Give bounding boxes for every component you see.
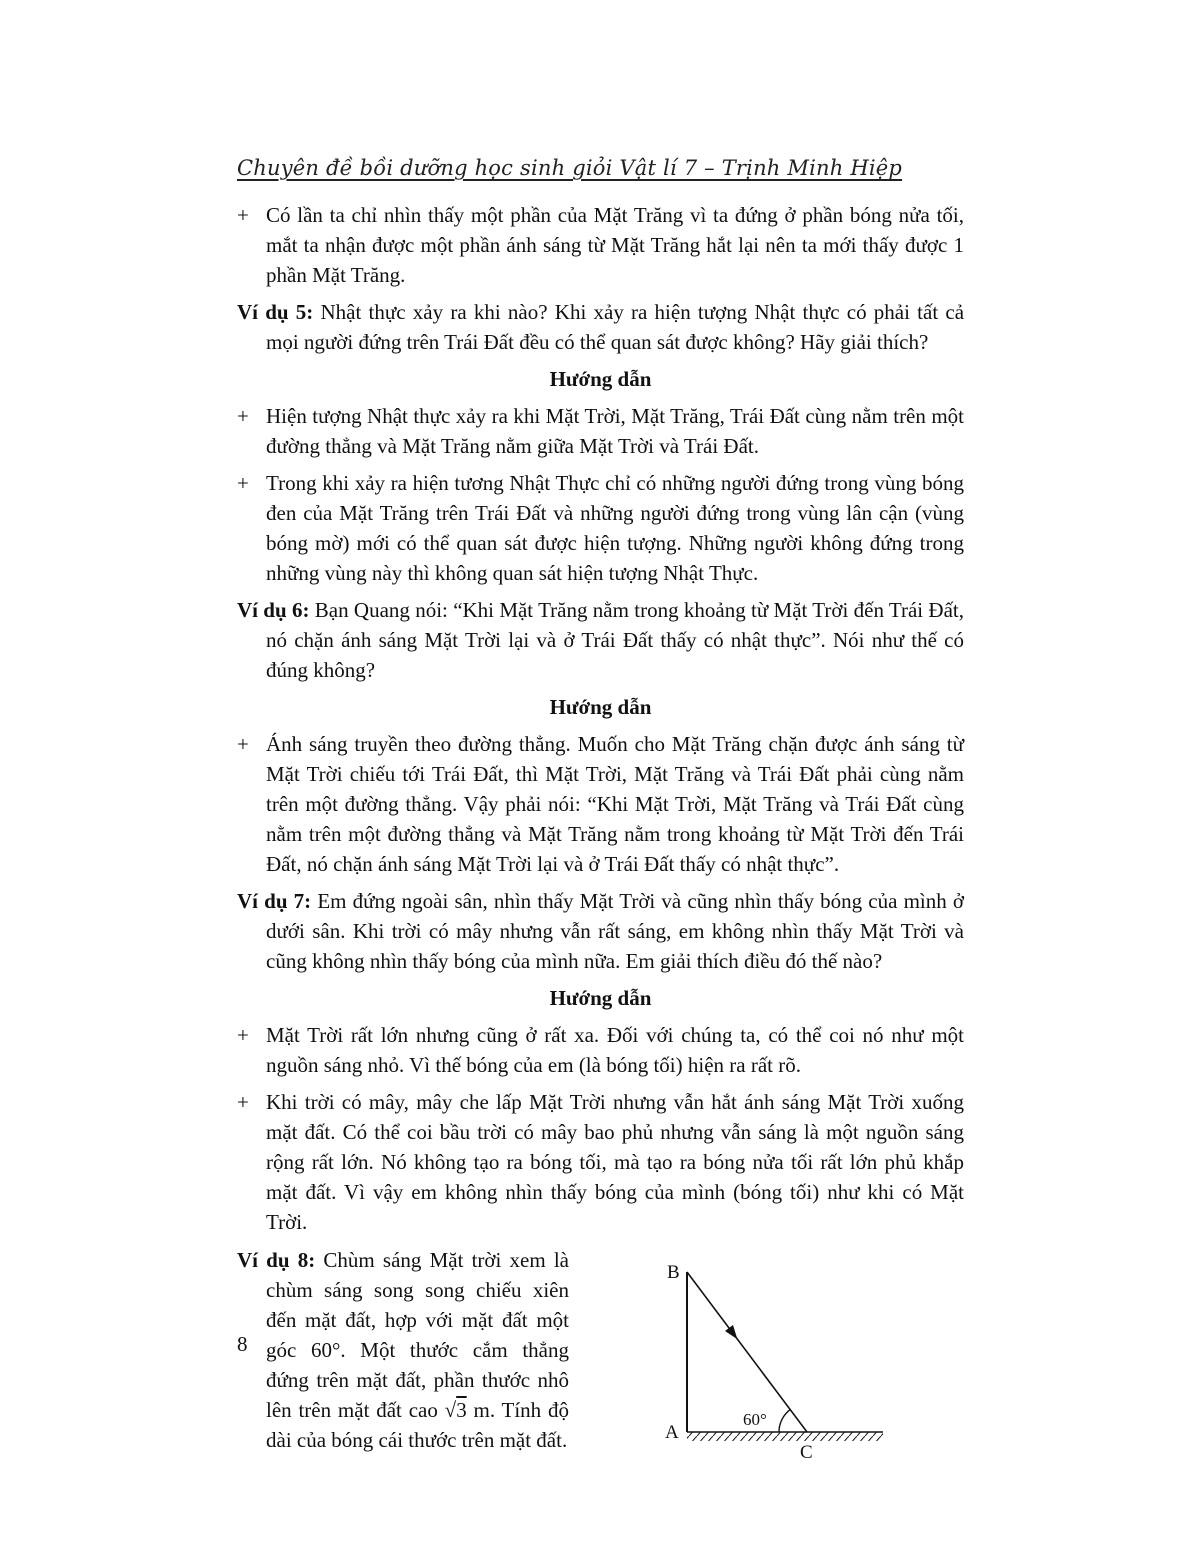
bullet-marker: + [237,1023,249,1047]
paragraph-text: Hiện tượng Nhật thực xảy ra khi Mặt Trời, Mặt Trăng, Trái Đất cùng nằm trên một đường thẳng và Mặt Trăng nằm giữa Mặt Trời và Trái Đất. [266,404,964,458]
angle-arc [779,1410,790,1432]
example-5-text: Nhật thực xảy ra khi nào? Khi xảy ra hiện tượng Nhật thực có phải tất cả mọi người đứng trên Trái Đất đều có thể quan sát được không? Hãy giải thích? [266,300,965,354]
header-title: Chuyên đề bồi dưỡng học sinh giỏi Vật lí 7 – Trịnh Minh Hiệp [237,156,903,180]
sqrt-sign: √ [444,1398,457,1422]
ground-hatching [687,1432,883,1441]
example-6-label: Ví dụ 6: [237,598,310,622]
guide-heading-3: Hướng dẫn [549,986,652,1010]
paragraph-example-8 [237,1245,569,1455]
angle-label: 60° [742,1410,767,1429]
guide-heading-1: Hướng dẫn [549,367,652,391]
paragraph-intro-bullet [237,200,964,290]
bullet-marker: + [237,732,249,756]
bullet-marker: + [237,471,249,495]
example-8-figure [569,1245,964,1469]
paragraph-example-5 [237,297,964,357]
example-7-text: Em đứng ngoài sân, nhìn thấy Mặt Trời và cũng nhìn thấy bóng của mình ở dưới sân. Khi trời có mây nhưng vẫn rất sáng, em không nhìn thấy Mặt Trời và cũng không nhìn thấy bóng của mình nữa. Em giải thích điều đó thế nào? [266,889,965,973]
example-5-label: Ví dụ 5: [237,300,314,324]
sqrt-radicand: 3 [456,1398,467,1422]
paragraph-e5-answer-1 [237,401,964,461]
paragraph-e6-answer-1 [237,729,964,879]
paragraph-text: Trong khi xảy ra hiện tương Nhật Thực chỉ có những người đứng trong vùng bóng đen của Mặt Trăng trên Trái Đất và những người đứng trong vùng lân cận (vùng bóng mờ) mới có thể quan sát được hiện tượng. Những người không đứng trong những vùng này thì không quan sát hiện tượng Nhật Thực. [266,471,964,585]
paragraph-e7-answer-1 [237,1020,964,1080]
example-6-text: Bạn Quang nói: “Khi Mặt Trăng nằm trong khoảng từ Mặt Trời đến Trái Đất, nó chặn ánh sáng Mặt Trời lại và ở Trái Đất thấy có nhật thực”. Nói như thế có đúng không? [266,598,964,682]
paragraph-e5-answer-2 [237,468,964,588]
example-8-label: Ví dụ 8: [237,1248,316,1272]
document-header [237,156,964,180]
page-number: 8 [237,1332,248,1356]
bullet-marker: + [237,1090,249,1114]
light-ray-bc [687,1272,807,1432]
content-column [237,156,964,1469]
bullet-marker: + [237,404,249,428]
label-c: C [799,1442,813,1463]
paragraph-text: Ánh sáng truyền theo đường thẳng. Muốn cho Mặt Trăng chặn được ánh sáng từ Mặt Trời chiếu tới Trái Đất, thì Mặt Trời, Mặt Trăng và Trái Đất phải cùng nằm trên một đường thẳng. Vậy phải nói: “Khi Mặt Trời, Mặt Trăng và Trái Đất cùng nằm trên một đường thẳng và Mặt Trăng nằm trong khoảng từ Mặt Trời đến Trái Đất, nó chặn ánh sáng Mặt Trời lại và ở Trái Đất thấy có nhật thực”. [266,732,964,876]
paragraph-text: Mặt Trời rất lớn nhưng cũng ở rất xa. Đối với chúng ta, có thể coi nó như một nguồn sáng nhỏ. Vì thế bóng của em (là bóng tối) hiện ra rất rõ. [266,1023,964,1077]
bullet-marker: + [237,203,249,227]
example-8-section [237,1245,964,1469]
example-8-text-before: Chùm sáng Mặt trời xem là chùm sáng song song chiếu xiên đến mặt đất, hợp với mặt đất một góc 60°. Một thước cắm thẳng đứng trên mặt đất, phần thước nhô lên trên mặt đất cao [266,1248,569,1422]
label-b: B [666,1262,680,1283]
paragraph-e7-answer-2 [237,1087,964,1237]
paragraph-text: Có lần ta chỉ nhìn thấy một phần của Mặt Trăng vì ta đứng ở phần bóng nửa tối, mắt ta nhận được một phần ánh sáng từ Mặt Trăng hắt lại nên ta mới thấy được 1 phần Mặt Trăng. [266,203,964,287]
example-7-label: Ví dụ 7: [237,889,312,913]
paragraph-example-7 [237,886,964,976]
paragraph-example-6 [237,595,964,685]
paragraph-text: Khi trời có mây, mây che lấp Mặt Trời nhưng vẫn hắt ánh sáng Mặt Trời xuống mặt đất. Có thể coi bầu trời có mây bao phủ nhưng vẫn sáng là một nguồn sáng rộng rất lớn. Nó không tạo ra bóng tối, mà tạo ra bóng nửa tối rất lớn phủ khắp mặt đất. Vì vậy em không nhìn thấy bóng của mình (bóng tối) như khi có Mặt Trời. [266,1090,964,1234]
ray-arrowhead-icon [725,1325,737,1339]
guide-heading-2: Hướng dẫn [549,695,652,719]
triangle-diagram [617,1247,917,1469]
example-8-text-after: m. Tính độ dài của bóng cái thước trên mặt đất. [266,1398,569,1452]
label-a: A [664,1422,679,1443]
